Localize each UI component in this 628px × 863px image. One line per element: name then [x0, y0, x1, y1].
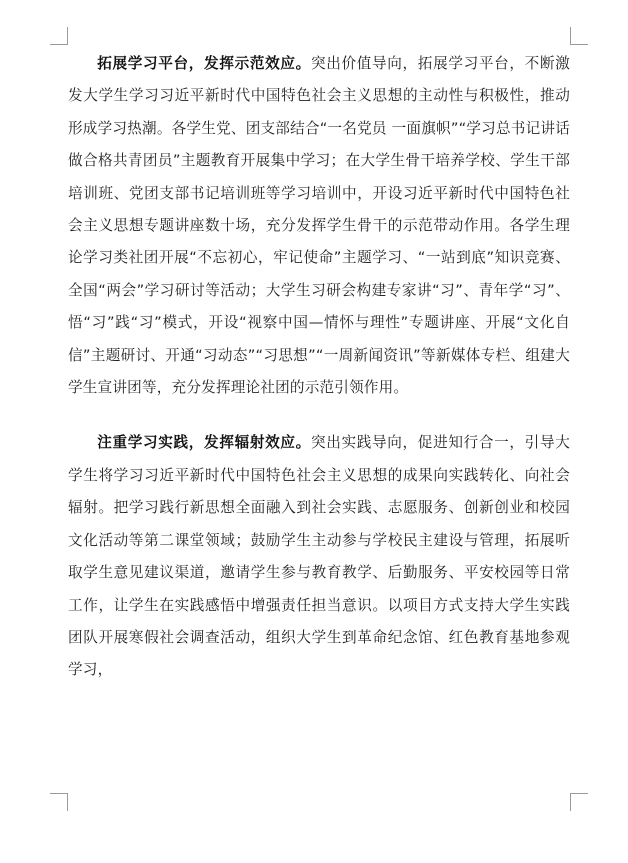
- crop-mark-top-left: [50, 27, 68, 45]
- paragraph-lead-heading: 注重学习实践，发挥辐射效应。: [97, 434, 311, 452]
- paragraph-body-text: 突出价值导向，拓展学习平台，不断激发大学生学习习近平新时代中国特色社会主义思想的主动性与积极性，推动形成学习热潮。各学生党、团支部结合“一名党员 一面旗帜”“学习总书记讲话 做合格共青团员”主题教育开展集中学习；在大学生骨干培养学校、学生干部培训班、党团支部书记培训班等学习培训中，开设习近平新时代中国特色社会主义思想专题讲座数十场，充分发挥学生骨干的示范带动作用。各学生理论学习类社团开展“不忘初心，牢记使命”主题学习、“一站到底”知识竞赛、全国“两会”学习研讨等活动；大学生习研会构建专家讲“习”、青年学“习”、悟“习”践“习”模式，开设“视察中国—情怀与理性”专题讲座、开展“文化自信”主题研讨、开通“习动态”“习思想”“一周新闻资讯”等新媒体专栏、组建大学生宣讲团等，充分发挥理论社团的示范引领作用。: [68, 55, 570, 397]
- crop-mark-top-right: [570, 27, 588, 45]
- document-body: [68, 48, 570, 687]
- paragraph-body-text: 突出实践导向，促进知行合一，引导大学生将学习习近平新时代中国特色社会主义思想的成果向实践转化、向社会辐射。把学习践行新思想全面融入到社会实践、志愿服务、创新创业和校园文化活动等第二课堂领域；鼓励学生主动参与学校民主建设与管理，拓展听取学生意见建议渠道，邀请学生参与教育教学、后勤服务、平安校园等日常工作，让学生在实践感悟中增强责任担当意识。以项目方式支持大学生实践团队开展寒假社会调查活动，组织大学生到革命纪念馆、红色教育基地参观学习，: [68, 434, 570, 679]
- crop-mark-bottom-right: [570, 793, 588, 811]
- crop-mark-bottom-left: [50, 793, 68, 811]
- paragraph-learning-practice: [68, 427, 570, 686]
- paragraph-learning-platform: [68, 48, 570, 404]
- paragraph-lead-heading: 拓展学习平台，发挥示范效应。: [97, 55, 311, 72]
